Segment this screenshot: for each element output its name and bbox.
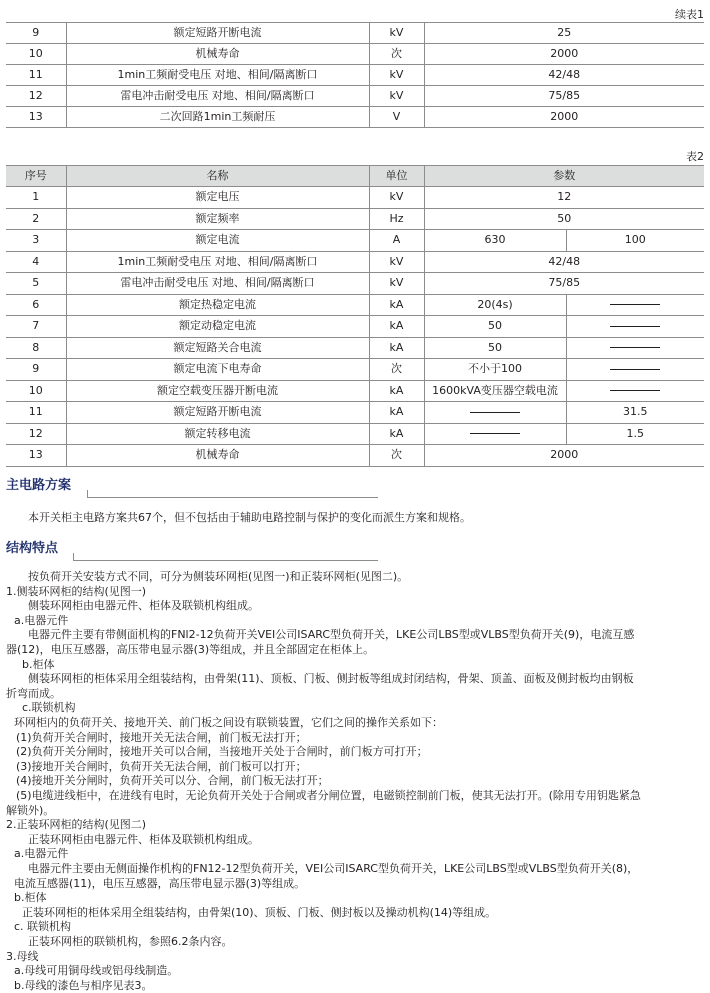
cell-value: 20(4s) xyxy=(424,294,566,316)
text-line: (3)接地开关合闸时，负荷开关无法合闸，前门板可以打开； xyxy=(16,759,307,773)
cell-value: 75/85 xyxy=(424,273,704,295)
cell-name: 雷电冲击耐受电压 对地、相间/隔离断口 xyxy=(66,86,369,107)
cell-no: 2 xyxy=(6,208,66,230)
text-line: a.母线可用铜母线或铝母线制造。 xyxy=(14,964,179,978)
cell-value xyxy=(566,380,704,402)
table-row xyxy=(6,359,704,381)
table-header-row xyxy=(6,166,704,187)
cell-name: 机械寿命 xyxy=(66,44,369,65)
cell-no: 8 xyxy=(6,337,66,359)
table-row xyxy=(6,337,704,359)
text-line: 电流互感器(11)，电压互感器，高压带电显示器(3)等组成。 xyxy=(14,876,306,890)
table-row xyxy=(6,23,704,44)
cell-unit: kV xyxy=(369,86,424,107)
cell-value xyxy=(566,294,704,316)
table2 xyxy=(6,165,704,467)
cell-value: 12 xyxy=(424,187,704,209)
cell-name: 额定短路开断电流 xyxy=(66,402,369,424)
cell-unit: kA xyxy=(369,423,424,445)
cell-name: 雷电冲击耐受电压 对地、相间/隔离断口 xyxy=(66,273,369,295)
dash-placeholder xyxy=(610,304,660,305)
text-line: 侧装环网柜的柜体采用全组装结构，由骨架(11)、顶板、门板、侧封板等组成封闭结构，骨架、顶盖、面板及侧封板均由钢板 xyxy=(28,672,634,686)
section-title: 主电路方案 xyxy=(6,478,72,493)
cell-name: 额定短路开断电流 xyxy=(66,23,369,44)
cell-name: 额定电流下电寿命 xyxy=(66,359,369,381)
table-row xyxy=(6,294,704,316)
cell-no: 1 xyxy=(6,187,66,209)
text-line: 2.正装环网柜的结构(见图二) xyxy=(6,818,147,832)
cell-no: 4 xyxy=(6,251,66,273)
cell-unit: kV xyxy=(369,273,424,295)
section-header-structure xyxy=(6,541,378,561)
cell-value: 630 xyxy=(424,230,566,252)
cell-name: 额定动稳定电流 xyxy=(66,316,369,338)
cell-unit: kA xyxy=(369,337,424,359)
cell-name: 1min工频耐受电压 对地、相间/隔离断口 xyxy=(66,251,369,273)
table-row xyxy=(6,86,704,107)
text-line: 器(12)，电压互感器，高压带电显示器(3)等组成，并且全部固定在柜体上。 xyxy=(6,643,375,656)
cell-no: 10 xyxy=(6,380,66,402)
cell-value: 1600kVA变压器空载电流 xyxy=(424,380,566,402)
cell-unit: kA xyxy=(369,402,424,424)
text-line: 正装环网柜由电器元件、柜体及联锁机构组成。 xyxy=(28,832,259,846)
text-line: b.母线的漆色与相序见表3。 xyxy=(14,978,153,992)
cell-no: 12 xyxy=(6,86,66,107)
text-line: 按负荷开关安装方式不同，可分为侧装环网柜(见图一)和正装环网柜(见图二)。 xyxy=(28,570,409,583)
cell-unit: kV xyxy=(369,65,424,86)
cell-no: 7 xyxy=(6,316,66,338)
table2-body xyxy=(6,187,704,467)
section-title: 结构特点 xyxy=(6,541,59,556)
table-row xyxy=(6,316,704,338)
header-no: 序号 xyxy=(6,166,66,187)
header-params: 参数 xyxy=(424,166,704,187)
text-line: 折弯而成。 xyxy=(6,686,61,700)
cell-unit: 次 xyxy=(369,445,424,467)
dash-placeholder xyxy=(470,433,520,434)
cell-name: 额定电流 xyxy=(66,230,369,252)
text-line: a.电器元件 xyxy=(14,613,69,627)
cell-no: 5 xyxy=(6,273,66,295)
cell-no: 11 xyxy=(6,65,66,86)
cell-name: 二次回路1min工频耐压 xyxy=(66,107,369,128)
table-row xyxy=(6,445,704,467)
table-row xyxy=(6,208,704,230)
text-line: c.联锁机构 xyxy=(22,701,76,715)
dash-placeholder xyxy=(470,412,520,413)
cell-value: 1.5 xyxy=(566,423,704,445)
cell-name: 额定空载变压器开断电流 xyxy=(66,380,369,402)
section-rule xyxy=(87,497,378,498)
section-header-main-circuit xyxy=(6,478,378,498)
section-rule xyxy=(73,560,378,561)
cell-unit: 次 xyxy=(369,359,424,381)
table-row xyxy=(6,380,704,402)
cell-unit: kV xyxy=(369,187,424,209)
text-line: 正装环网柜的联锁机构，参照6.2条内容。 xyxy=(28,935,233,948)
table-row xyxy=(6,423,704,445)
cell-name: 1min工频耐受电压 对地、相间/隔离断口 xyxy=(66,65,369,86)
cell-no: 10 xyxy=(6,44,66,65)
text-line: a.电器元件 xyxy=(14,847,69,861)
table-row xyxy=(6,273,704,295)
cell-name: 额定频率 xyxy=(66,208,369,230)
table-row xyxy=(6,65,704,86)
cell-value: 2000 xyxy=(424,107,704,128)
cell-unit: kA xyxy=(369,294,424,316)
dash-placeholder xyxy=(610,369,660,370)
cell-unit: kV xyxy=(369,23,424,44)
text-line: (5)电缆进线柜中，在进线有电时，无论负荷开关处于合闸或者分闸位置，电磁锁控制前门板，使其无法打开。(除用专用钥匙紧急 xyxy=(16,789,641,802)
cell-value: 50 xyxy=(424,337,566,359)
text-line: 解锁外)。 xyxy=(6,803,55,817)
cell-no: 9 xyxy=(6,23,66,44)
text-line: 侧装环网柜由电器元件、柜体及联锁机构组成。 xyxy=(28,599,259,613)
cell-value: 42/48 xyxy=(424,251,704,273)
cell-no: 9 xyxy=(6,359,66,381)
cell-unit: Hz xyxy=(369,208,424,230)
cell-unit: 次 xyxy=(369,44,424,65)
table-row xyxy=(6,402,704,424)
text-line: (4)接地开关分闸时，负荷开关可以分、合闸，前门板无法打开； xyxy=(16,774,329,788)
cell-value xyxy=(566,316,704,338)
cell-name: 额定短路关合电流 xyxy=(66,337,369,359)
header-name: 名称 xyxy=(66,166,369,187)
cell-value: 50 xyxy=(424,208,704,230)
cell-unit: V xyxy=(369,107,424,128)
dash-placeholder xyxy=(610,347,660,348)
table1 xyxy=(6,22,704,128)
cell-no: 3 xyxy=(6,230,66,252)
cell-name: 额定电压 xyxy=(66,187,369,209)
dash-placeholder xyxy=(610,390,660,391)
table-row xyxy=(6,187,704,209)
cell-unit: A xyxy=(369,230,424,252)
cell-no: 11 xyxy=(6,402,66,424)
text-line: 电器元件主要由无侧面操作机构的FN12-12型负荷开关，VEI公司ISARC型负荷开关，LKE公司LBS型或VLBS型负荷开关(8)， xyxy=(28,862,639,875)
cell-no: 13 xyxy=(6,107,66,128)
header-unit: 单位 xyxy=(369,166,424,187)
text-line: 正装环网柜的柜体采用全组装结构，由骨架(10)、顶板、门板、侧封板以及操动机构(14)等组成。 xyxy=(22,905,497,919)
cell-value xyxy=(424,423,566,445)
text-line: b.柜体 xyxy=(14,891,47,905)
cell-value xyxy=(566,359,704,381)
text-line: b.柜体 xyxy=(22,657,55,671)
cell-value: 不小于100 xyxy=(424,359,566,381)
cell-name: 额定转移电流 xyxy=(66,423,369,445)
text-line: 环网柜内的负荷开关、接地开关、前门板之间设有联锁装置，它们之间的操作关系如下： xyxy=(14,716,443,729)
cell-no: 12 xyxy=(6,423,66,445)
section1-paragraph: 本开关柜主电路方案共67个，但不包括由于辅助电路控制与保护的变化而派生方案和规格。 xyxy=(28,511,471,524)
cell-unit: kA xyxy=(369,316,424,338)
cell-value: 42/48 xyxy=(424,65,704,86)
cell-value: 75/85 xyxy=(424,86,704,107)
dash-placeholder xyxy=(610,326,660,327)
cell-value xyxy=(424,402,566,424)
text-line: c. 联锁机构 xyxy=(14,920,72,934)
table-row xyxy=(6,230,704,252)
cell-no: 13 xyxy=(6,445,66,467)
table-row xyxy=(6,251,704,273)
text-line: (2)负荷开关分闸时，接地开关可以合闸，当接地开关处于合闸时，前门板方可打开； xyxy=(16,745,428,759)
cell-value: 50 xyxy=(424,316,566,338)
table2-caption: 表2 xyxy=(686,150,704,163)
cell-value: 2000 xyxy=(424,445,704,467)
cell-unit: kA xyxy=(369,380,424,402)
text-line: 电器元件主要有带侧面机构的FNl2-12负荷开关VEI公司ISARC型负荷开关，LKE公司LBS型或VLBS型负荷开关(9)，电流互感 xyxy=(28,628,635,642)
table-row xyxy=(6,107,704,128)
cell-value: 25 xyxy=(424,23,704,44)
text-line: 1.侧装环网柜的结构(见图一) xyxy=(6,584,147,598)
text-line: 3.母线 xyxy=(6,949,39,963)
cell-name: 机械寿命 xyxy=(66,445,369,467)
table-row xyxy=(6,44,704,65)
cell-unit: kV xyxy=(369,251,424,273)
cell-value xyxy=(566,337,704,359)
table1-caption: 续表1 xyxy=(675,8,704,21)
cell-no: 6 xyxy=(6,294,66,316)
cell-value: 31.5 xyxy=(566,402,704,424)
cell-name: 额定热稳定电流 xyxy=(66,294,369,316)
cell-value: 2000 xyxy=(424,44,704,65)
text-line: (1)负荷开关合闸时，接地开关无法合闸，前门板无法打开； xyxy=(16,730,307,744)
cell-value: 100 xyxy=(566,230,704,252)
